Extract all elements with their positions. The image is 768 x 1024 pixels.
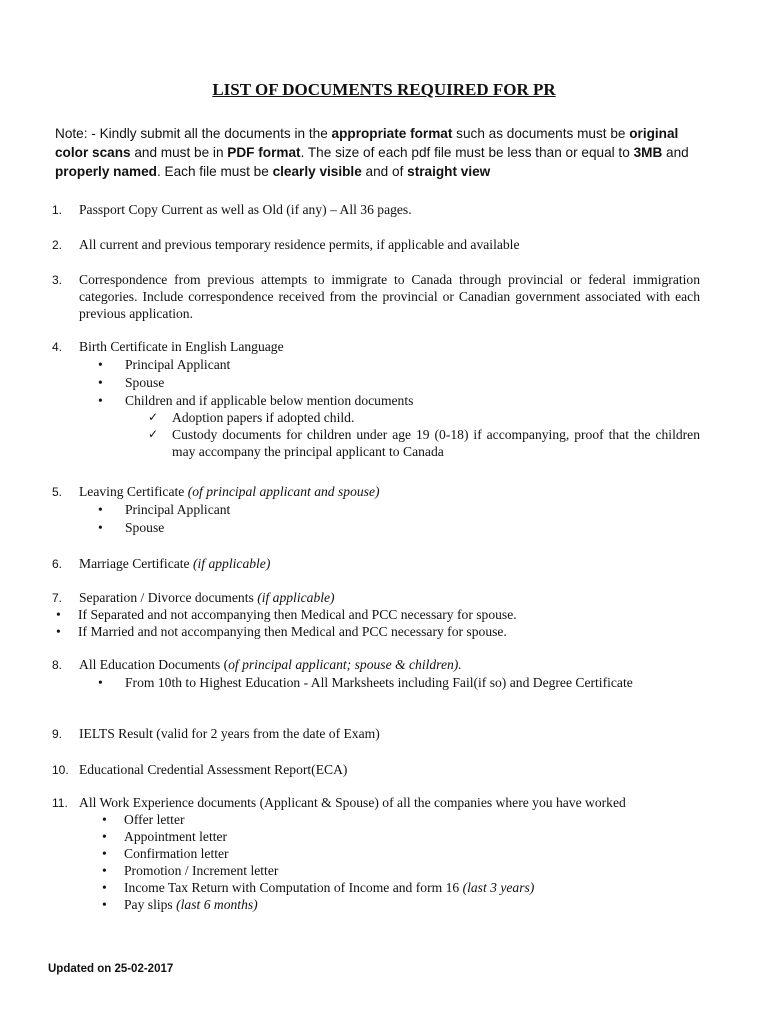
list-item (52, 761, 700, 778)
bullet-icon: • (102, 846, 107, 861)
bullet-icon: • (98, 502, 103, 517)
note-text: . The size of each pdf file must be less than or equal to (300, 145, 634, 160)
sub-item (98, 674, 700, 691)
note-bold: appropriate format (331, 126, 453, 141)
sub-item-text: Promotion / Increment letter (124, 863, 279, 878)
item-text: Separation / Divorce documents (79, 590, 258, 605)
sub-item-text: Principal Applicant (125, 502, 231, 517)
bullet-icon: • (102, 812, 107, 827)
sub-item-text: Offer letter (124, 812, 185, 827)
item-number: 8. (52, 658, 63, 672)
sub-item (98, 356, 700, 373)
sub-item (102, 896, 700, 913)
list-item (52, 725, 700, 742)
footer-updated-date: Updated on 25-02-2017 (48, 963, 174, 975)
sub-item (56, 623, 700, 640)
item-number: 11. (52, 796, 68, 810)
sub-item-text: From 10th to Highest Education - All Marksheets including Fail(if so) and Degree Certificate (125, 675, 633, 690)
item-number: 5. (52, 485, 63, 499)
note-bold: original color scans (55, 126, 679, 160)
item-text: Passport Copy Current as well as Old (if any) – All 36 pages. (79, 202, 412, 217)
sub-item-text: Principal Applicant (125, 357, 231, 372)
sub-item (56, 606, 700, 623)
item-text: Marriage Certificate (79, 556, 193, 571)
bullet-icon: • (102, 829, 107, 844)
page-title: LIST OF DOCUMENTS REQUIRED FOR PR (212, 80, 556, 99)
item-number: 10. (52, 763, 69, 777)
bullet-icon: • (98, 357, 103, 372)
sub-item-text: Children and if applicable below mention documents (125, 393, 414, 408)
list-item (52, 483, 700, 536)
item-text: IELTS Result (valid for 2 years from the date of Exam) (79, 726, 380, 741)
item-text: All current and previous temporary residence permits, if applicable and available (79, 237, 520, 252)
bullet-icon: • (98, 675, 103, 690)
item-italic-text: (of principal applicant and spouse) (187, 484, 380, 499)
note-bold: 3MB (633, 145, 663, 160)
sub-item-text: Confirmation letter (124, 846, 229, 861)
bullet-icon: • (102, 880, 107, 895)
sub-item (98, 374, 700, 391)
list-item (52, 236, 700, 253)
sub-item (102, 862, 700, 879)
check-item-text: Custody documents for children under age 19 (0-18) if accompanying, proof that the children may accompany the principal applicant to Canada (172, 427, 700, 459)
bullet-icon: • (98, 393, 103, 408)
checkmark-icon: ✓ (148, 427, 159, 441)
sub-item-text: Spouse (125, 520, 165, 535)
item-text: Educational Credential Assessment Report(ECA) (79, 762, 348, 777)
item-number: 6. (52, 557, 63, 571)
list-item (52, 589, 700, 640)
bullet-icon: • (56, 624, 61, 639)
sub-item-italic-text: (last 6 months) (176, 897, 258, 912)
item-text: Leaving Certificate (79, 484, 188, 499)
check-item-text: Adoption papers if adopted child. (172, 410, 355, 425)
sub-item (102, 879, 700, 896)
check-item (148, 409, 700, 426)
list-item (52, 555, 700, 572)
item-text: Correspondence from previous attempts to immigrate to Canada through provincial or federal immigration categories. Include correspondence received from the provincial or Canadian government associated with each previous application. (79, 272, 700, 321)
bullet-icon: • (98, 520, 103, 535)
sub-item-text: If Separated and not accompanying then Medical and PCC necessary for spouse. (78, 607, 517, 622)
note-text: and must be in (130, 145, 228, 160)
note-bold: PDF format (227, 145, 301, 160)
sub-item-text: Appointment letter (124, 829, 228, 844)
checkmark-icon: ✓ (148, 410, 159, 424)
list-item (52, 271, 700, 322)
item-text: Birth Certificate in English Language (79, 339, 284, 354)
bullet-icon: • (98, 375, 103, 390)
sub-item-text: Pay slips (124, 897, 177, 912)
item-italic-text: (if applicable) (257, 590, 335, 605)
list-item (52, 201, 700, 218)
item-italic-text: (if applicable) (192, 556, 271, 571)
note-text: Note: - Kindly submit all the documents in the (55, 126, 332, 141)
note-text: such as documents must be (452, 126, 630, 141)
note-text: . Each file must be (156, 164, 273, 179)
sub-item (98, 392, 700, 409)
item-number: 1. (52, 203, 63, 217)
item-italic-text: of principal applicant; spouse & children). (228, 657, 462, 672)
sub-item-text: Spouse (125, 375, 165, 390)
sub-item-text: Income Tax Return with Computation of Income and form 16 (124, 880, 463, 895)
note-bold: clearly visible (272, 164, 362, 179)
check-item (148, 426, 700, 460)
item-text: All Work Experience documents (Applicant & Spouse) of all the companies where you have worked (79, 795, 626, 810)
bullet-icon: • (102, 863, 107, 878)
sub-item (98, 519, 700, 536)
list-item (52, 338, 700, 460)
item-number: 4. (52, 340, 63, 354)
bullet-icon: • (102, 897, 107, 912)
list-item (52, 794, 700, 913)
sub-item (98, 501, 700, 518)
item-number: 3. (52, 273, 63, 287)
list-item (52, 656, 700, 691)
item-number: 9. (52, 727, 63, 741)
item-text: All Education Documents ( (79, 657, 229, 672)
sub-item (102, 845, 700, 862)
note-text: and (662, 145, 689, 160)
sub-item (102, 828, 700, 845)
note-text: and of (361, 164, 408, 179)
item-number: 2. (52, 238, 63, 252)
sub-item (102, 811, 700, 828)
note-bold: straight view (407, 164, 491, 179)
item-number: 7. (52, 591, 63, 605)
bullet-icon: • (56, 607, 61, 622)
note-paragraph (55, 124, 705, 181)
sub-item-italic-text: (last 3 years) (462, 880, 535, 895)
note-bold: properly named (55, 164, 157, 179)
sub-item-text: If Married and not accompanying then Medical and PCC necessary for spouse. (78, 624, 507, 639)
